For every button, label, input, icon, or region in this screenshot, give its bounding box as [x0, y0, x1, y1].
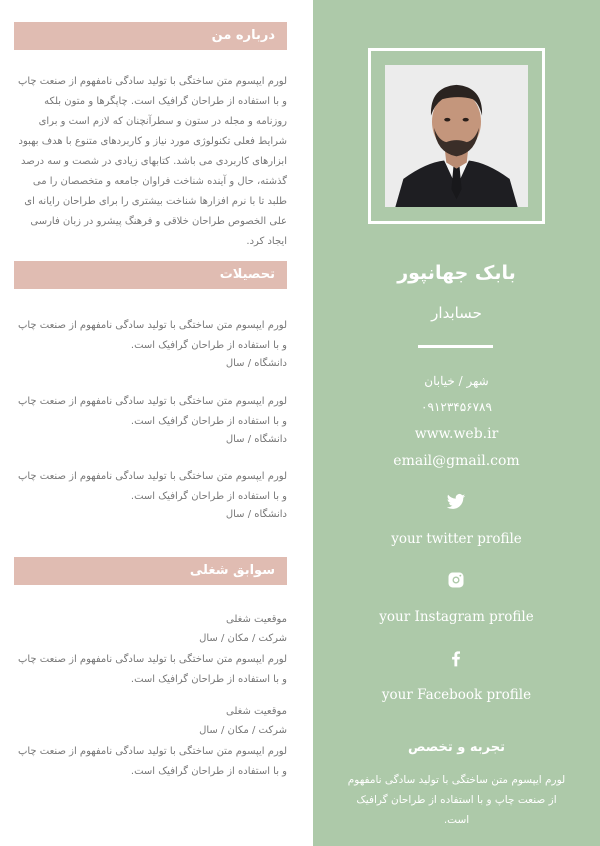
phone: ۰۹۱۲۳۴۵۶۷۸۹ — [421, 400, 492, 414]
instagram-profile-link[interactable]: your Instagram profile — [379, 609, 534, 625]
experience-text: لورم ایپسوم متن ساختگی با تولید سادگی نامفهوم از صنعت چاپ و با استفاده از طراحان گرافیک است. — [17, 654, 287, 685]
facebook-icon[interactable] — [446, 648, 466, 668]
skills-title: تجربه و تخصص — [407, 740, 506, 755]
about-text: لورم ایپسوم متن ساختگی با تولید سادگی نامفهوم از صنعت چاپ و با استفاده از طراحان گرافیک است. چاپگرها و متون بلکه روزنامه و مجله در ستون و سطرآنچنان که لازم است و برای شرایط فعلی تکنولوژی مورد نیاز و کاربردهای متنوع با هدف بهبود ابزارهای کاربردی می باشد. کتابهای زیادی در شصت و سه درصد گذشته، حال و آینده شناخت فراوان جامعه و متخصصان را می طلبد تا با نرم افزارها شناخت بیشتری را برای طراحان رایانه ای علی الخصوص طراحان خلاقی و فرهنگ پیشرو در زبان فارسی ایجاد کرد. — [17, 76, 287, 247]
education-item-meta: دانشگاه / سال — [225, 434, 287, 445]
website-link[interactable]: www.web.ir — [414, 426, 499, 442]
twitter-icon[interactable] — [446, 492, 466, 512]
about-section-title: درباره من — [14, 22, 287, 50]
skills-text: لورم ایپسوم متن ساختگی با تولید سادگی نامفهوم از صنعت چاپ و با استفاده از طراحان گرافیک است. — [347, 774, 566, 826]
profile-photo — [385, 65, 528, 207]
education-item-meta: دانشگاه / سال — [225, 358, 287, 369]
experience-company: شرکت / مکان / سال — [199, 725, 287, 736]
person-name: بابک جهانپور — [397, 262, 516, 284]
twitter-profile-link[interactable]: your twitter profile — [391, 531, 522, 547]
education-item-text: لورم ایپسوم متن ساختگی با تولید سادگی نامفهوم از صنعت چاپ و با استفاده از طراحان گرافیک است. — [17, 396, 287, 427]
education-section-title: تحصیلات — [14, 261, 287, 289]
job-title: حسابدار — [431, 304, 482, 322]
experience-company: شرکت / مکان / سال — [199, 633, 287, 644]
education-item-text: لورم ایپسوم متن ساختگی با تولید سادگی نامفهوم از صنعت چاپ و با استفاده از طراحان گرافیک است. — [17, 320, 287, 351]
divider — [418, 345, 493, 348]
sidebar — [313, 0, 600, 846]
address: شهر / خیابان — [424, 374, 489, 388]
education-item-text: لورم ایپسوم متن ساختگی با تولید سادگی نامفهوم از صنعت چاپ و با استفاده از طراحان گرافیک است. — [17, 471, 287, 502]
email-link[interactable]: email@gmail.com — [393, 453, 520, 469]
education-item-meta: دانشگاه / سال — [225, 509, 287, 520]
instagram-icon[interactable] — [446, 570, 466, 590]
facebook-profile-link[interactable]: your Facebook profile — [381, 687, 532, 703]
experience-position: موقعیت شغلی — [226, 614, 287, 625]
profile-photo-frame — [368, 48, 545, 224]
experience-section-title: سوابق شغلی — [14, 557, 287, 585]
experience-text: لورم ایپسوم متن ساختگی با تولید سادگی نامفهوم از صنعت چاپ و با استفاده از طراحان گرافیک است. — [17, 746, 287, 777]
experience-position: موقعیت شغلی — [226, 706, 287, 717]
